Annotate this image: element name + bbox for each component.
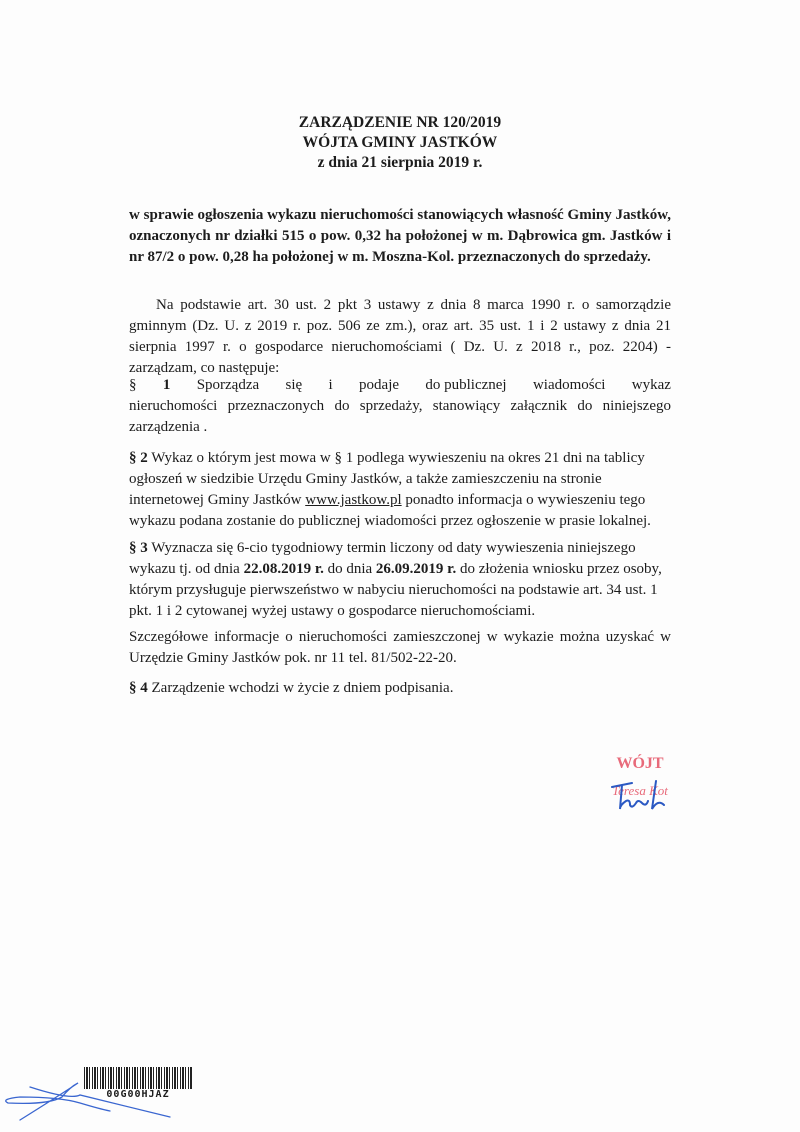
contact-info-paragraph: Szczegółowe informacje o nieruchomości zamieszczonej w wykazie można uzyskać w Urzędzie Gminy Jastków pok. nr 11 tel. 81/502-22-20.: [129, 629, 671, 666]
section-4: [129, 678, 671, 699]
section-2: [129, 448, 671, 532]
section-3-text: do dnia: [323, 561, 376, 577]
barcode-code: 00G00HJAZ: [106, 1089, 170, 1100]
word: wykaz: [631, 377, 671, 393]
section-4-text: Zarządzenie wchodzi w życie z dniem podpisania.: [147, 680, 454, 696]
section-number: 1: [162, 377, 171, 393]
section-2-text-end: ponadto informacja o wywieszeniu tego wykazu podana zostanie do publicznej wiadomości przez ogłoszenie w prasie lokalnej.: [129, 492, 651, 529]
section-2-label: § 2: [129, 450, 148, 466]
document-header: [0, 113, 800, 173]
word: się: [285, 377, 303, 393]
barcode: [84, 1067, 192, 1089]
section-3-text: Wyznacza się 6-cio tygodniowy termin liczony od daty wywieszenia niniejszego wykazu tj. od dnia: [129, 540, 636, 577]
stamp-title: WÓJT: [616, 755, 664, 772]
section-4-label: § 4: [129, 680, 148, 696]
handwritten-signature-icon: [608, 775, 678, 815]
section-1-text: nieruchomości przeznaczonych do sprzedaży, stanowiący załącznik do niniejszego zarządzenia .: [129, 398, 671, 435]
word: Sporządza: [196, 377, 260, 393]
word: do publicznej: [425, 377, 507, 393]
section-1: [129, 375, 671, 438]
word: i: [328, 377, 333, 393]
section-2-text: Wykaz o którym jest mowa w § 1 podlega wywieszeniu na okres 21 dni na tablicy ogłoszeń w siedzibie Urzędu Gminy Jastków, a także zamieszczeniu na stronie internetowej Gminy Jastków: [129, 450, 645, 508]
stamp-name: Teresa Kot: [612, 783, 668, 798]
section-1-first-line: [129, 375, 671, 396]
ordinance-date: z dnia 21 sierpnia 2019 r.: [317, 154, 483, 171]
date-from: 22.08.2019 r.: [243, 561, 324, 577]
legal-basis-paragraph: Na podstawie art. 30 ust. 2 pkt 3 ustawy z dnia 8 marca 1990 r. o samorządzie gminnym (Dz. U. z 2019 r. poz. 506 ze zm.), oraz art. 35 ust. 1 i 2 ustawy z dnia 21 sierpnia 1997 r. o gospodarce nieruchomościami ( Dz. U. z 2018 r., poz. 2204) - zarządzam, co następuje:: [129, 297, 671, 376]
word: wiadomości: [532, 377, 606, 393]
ordinance-number: ZARZĄDZENIE NR 120/2019: [298, 114, 502, 131]
issuer: WÓJTA GMINY JASTKÓW: [302, 134, 498, 151]
ordinance-subject: w sprawie ogłoszenia wykazu nieruchomości stanowiących własność Gminy Jastków, oznaczonych nr działki 515 o pow. 0,32 ha położonej w m. Dąbrowica gm. Jastków i nr 87/2 o pow. 0,28 ha położonej w m. Moszna-Kol. przeznaczonych do sprzedaży.: [129, 207, 671, 265]
section-3-label: § 3: [129, 540, 148, 556]
word: podaje: [359, 377, 400, 393]
website-link[interactable]: www.jastkow.pl: [305, 492, 402, 508]
section-marker: §: [129, 377, 137, 393]
date-to: 26.09.2019 r.: [375, 561, 457, 577]
section-3-text: do złożenia wniosku przez osoby, którym przysługuje pierwszeństwo w nabyciu nieruchomości na podstawie art. 34 ust. 1 pkt. 1 i 2 cytowanej wyżej ustawy o gospodarce nieruchomościami.: [129, 561, 662, 619]
section-3: [129, 538, 671, 622]
